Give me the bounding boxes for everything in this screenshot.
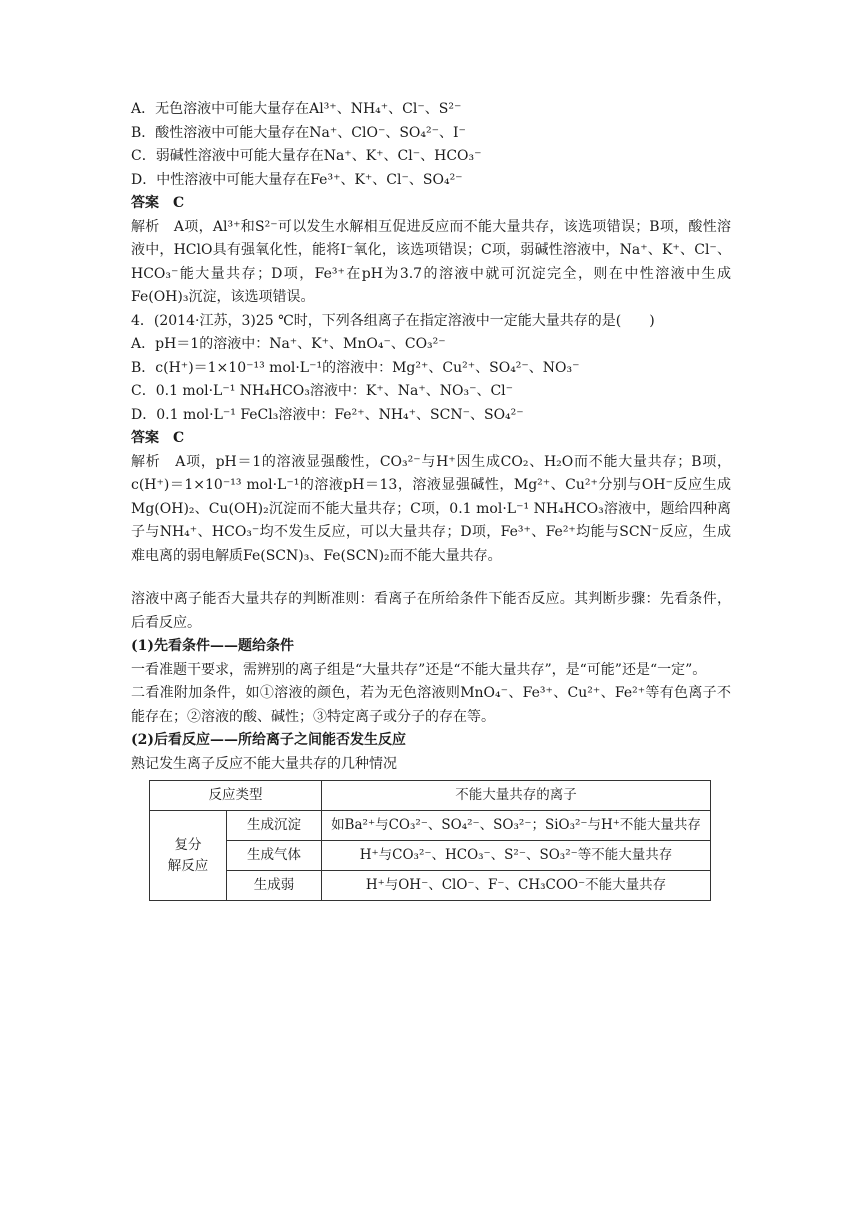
ions-cell: H⁺与OH⁻、ClO⁻、F⁻、CH₃COO⁻不能大量共存 <box>322 871 711 901</box>
step1-paragraph-2: 二看准附加条件，如①溶液的颜色，若为无色溶液则MnO₄⁻、Fe³⁺、Cu²⁺、Fe²⁺等有色离子不能存在；②溶液的酸、碱性；③特定离子或分子的存在等。 <box>131 685 731 725</box>
ion-coexistence-table <box>149 780 711 901</box>
section-gap <box>131 568 731 588</box>
q4-stem: 4．(2014·江苏，3)25 ℃时，下列各组离子在指定溶液中一定能大量共存的是( ) <box>131 312 655 329</box>
table-header-row <box>150 781 711 811</box>
table-row <box>150 841 711 871</box>
q4-option-d: D．0.1 mol·L⁻¹ FeCl₃溶液中：Fe²⁺、NH₄⁺、SCN⁻、SO₄²⁻ <box>131 406 524 423</box>
summary-intro: 溶液中离子能否大量共存的判断准则：看离子在所给条件下能否反应。其判断步骤：先看条件，后看反应。 <box>131 591 731 631</box>
q4-option-b: B．c(H⁺)＝1×10⁻¹³ mol·L⁻¹的溶液中：Mg²⁺、Cu²⁺、SO₄²⁻、NO₃⁻ <box>131 359 580 376</box>
ions-cell: H⁺与CO₃²⁻、HCO₃⁻、S²⁻、SO₃²⁻等不能大量共存 <box>322 841 711 871</box>
step2-paragraph-1: 熟记发生离子反应不能大量共存的几种情况 <box>131 755 397 772</box>
document-page <box>131 98 731 901</box>
q3-analysis: 解析 A项，Al³⁺和S²⁻可以发生水解相互促进反应而不能大量共存，该选项错误；B项，酸性溶液中，HClO具有强氧化性，能将I⁻氧化，该选项错误；C项，弱碱性溶液中，Na⁺、K⁺、Cl⁻、HCO₃⁻能大量共存；D项，Fe³⁺在pH为3.7的溶液中就可沉淀完全，则在中性溶液中生成Fe(OH)₃沉淀，该选项错误。 <box>131 218 731 305</box>
q4-option-c: C．0.1 mol·L⁻¹ NH₄HCO₃溶液中：K⁺、Na⁺、NO₃⁻、Cl⁻ <box>131 383 514 399</box>
subtype-cell: 生成弱 <box>227 871 322 901</box>
q3-option-d: D．中性溶液中可能大量存在Fe³⁺、K⁺、Cl⁻、SO₄²⁻ <box>131 171 463 188</box>
q3-option-b: B．酸性溶液中可能大量存在Na⁺、ClO⁻、SO₄²⁻、I⁻ <box>131 124 466 141</box>
subtype-cell: 生成气体 <box>227 841 322 871</box>
q4-answer: 答案 C <box>131 430 185 446</box>
step2-title: (2)后看反应——所给离子之间能否发生反应 <box>131 732 406 748</box>
table-row <box>150 871 711 901</box>
header-reaction-type: 反应类型 <box>150 781 322 811</box>
step1-title: (1)先看条件——题给条件 <box>131 638 294 654</box>
q3-option-c: C．弱碱性溶液中可能大量存在Na⁺、K⁺、Cl⁻、HCO₃⁻ <box>131 148 482 164</box>
q3-answer: 答案 C <box>131 195 185 211</box>
ions-cell: 如Ba²⁺与CO₃²⁻、SO₄²⁻、SO₃²⁻；SiO₃²⁻与H⁺不能大量共存 <box>322 811 711 841</box>
q4-analysis: 解析 A项，pH＝1的溶液显强酸性，CO₃²⁻与H⁺因生成CO₂、H₂O而不能大量共存；B项，c(H⁺)＝1×10⁻¹³ mol·L⁻¹的溶液pH＝13，溶液显强碱性，Mg²⁺、Cu²⁺分别与OH⁻反应生成Mg(OH)₂、Cu(OH)₂沉淀而不能大量共存；C项，0.1 mol·L⁻¹ NH₄HCO₃溶液中，题给四种离子与NH₄⁺、HCO₃⁻均不发生反应，可以大量共存；D项，Fe³⁺、Fe²⁺均能与SCN⁻反应，生成难电离的弱电解质Fe(SCN)₃、Fe(SCN)₂而不能大量共存。 <box>131 453 731 564</box>
q3-option-a: A．无色溶液中可能大量存在Al³⁺、NH₄⁺、Cl⁻、S²⁻ <box>131 101 462 117</box>
step1-paragraph-1: 一看准题干要求，需辨别的离子组是“大量共存”还是“不能大量共存”，是“可能”还是“一定”。 <box>131 661 707 678</box>
q4-option-a: A．pH＝1的溶液中：Na⁺、K⁺、MnO₄⁻、CO₃²⁻ <box>131 336 446 352</box>
group-cell: 复分 解反应 <box>150 811 227 901</box>
subtype-cell: 生成沉淀 <box>227 811 322 841</box>
header-ions: 不能大量共存的离子 <box>322 781 711 811</box>
table-row <box>150 811 711 841</box>
